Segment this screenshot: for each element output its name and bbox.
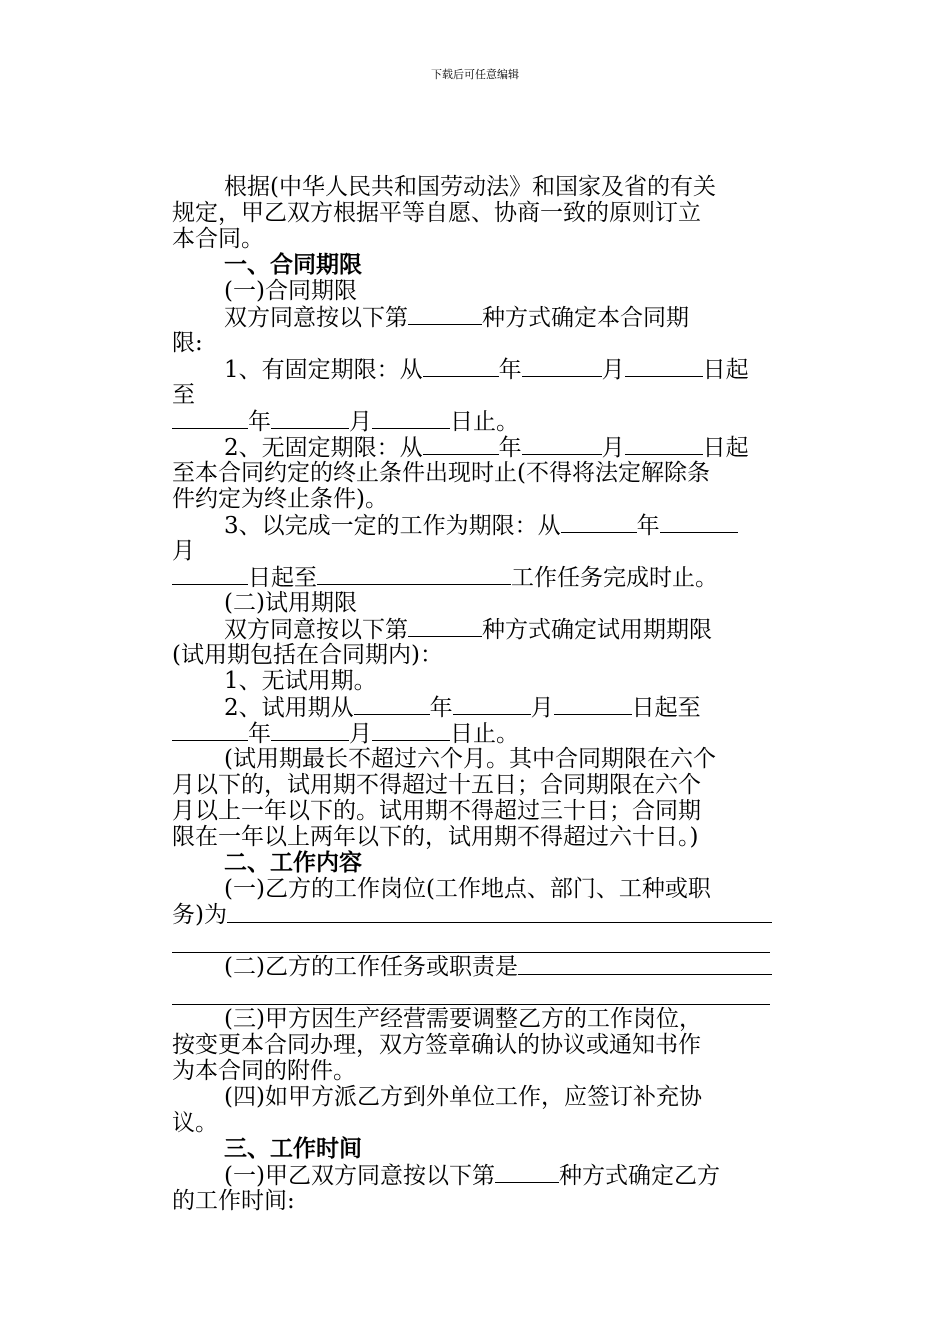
- blank-field: [172, 408, 248, 429]
- text: 3、以完成一定的工作为期限：从: [224, 513, 561, 539]
- blank-field: [172, 980, 770, 1005]
- text: 年: [498, 435, 522, 461]
- subsection-contract-term: (一)合同期限: [224, 278, 357, 304]
- text: 年: [429, 695, 453, 721]
- blank-field: [625, 356, 703, 377]
- text: 双方同意按以下第: [224, 305, 408, 331]
- job-position-cont: [172, 902, 772, 928]
- blank-field: [317, 564, 511, 585]
- contract-body: [172, 174, 772, 1214]
- task-term-month: 月: [172, 538, 195, 564]
- blank-field: [354, 694, 430, 715]
- trial-note-2: 月以下的，试用期不得超过十五日；合同期限在六个: [172, 772, 701, 798]
- no-fixed-term-line: [172, 434, 772, 460]
- job-position-line: (一)乙方的工作岗位(工作地点、部门、工种或职: [224, 876, 711, 902]
- trial-none: 1、无试用期。: [224, 668, 377, 694]
- blank-field: [227, 902, 772, 923]
- trial-method-cont: (试用期包括在合同期内)：: [172, 642, 443, 668]
- blank-field: [423, 356, 499, 377]
- trial-note-1: (试用期最长不超过六个月。其中合同期限在六个: [224, 746, 716, 772]
- text: 双方同意按以下第: [224, 617, 408, 643]
- blank-field: [423, 434, 499, 455]
- blank-field: [625, 434, 703, 455]
- dispatch-line: (四)如甲方派乙方到外单位工作，应签订补充协: [224, 1084, 702, 1110]
- trial-method-line: [172, 616, 772, 642]
- text: 年: [636, 513, 660, 539]
- blank-field: [271, 408, 349, 429]
- task-term-line: [172, 512, 772, 538]
- blank-field: [522, 434, 602, 455]
- text: 日起至: [631, 695, 701, 721]
- text: 务)为: [172, 902, 227, 928]
- blank-field: [522, 356, 602, 377]
- text: 月: [530, 695, 554, 721]
- intro-line-1: 根据(中华人民共和国劳动法》和国家及省的有关: [224, 174, 716, 200]
- adjust-position-2: 按变更本合同办理，双方签章确认的协议或通知书作: [172, 1032, 701, 1058]
- blank-field: [172, 564, 248, 585]
- text: 年: [248, 721, 271, 747]
- no-fixed-term-cont-2: 件约定为终止条件)。: [172, 486, 388, 512]
- text: 种方式确定本合同期: [482, 305, 689, 331]
- trial-note-3: 月以上一年以下的。试用期不得超过三十日；合同期: [172, 798, 701, 824]
- blank-field: [172, 928, 770, 953]
- fixed-term-line: [172, 356, 772, 382]
- blank-field: [518, 954, 772, 975]
- blank-field: [453, 694, 531, 715]
- blank-field: [271, 720, 349, 741]
- text: 月: [601, 435, 625, 461]
- intro-line-2: 规定，甲乙双方根据平等自愿、协商一致的原则订立: [172, 200, 701, 226]
- text: 年: [498, 357, 522, 383]
- blank-field: [372, 408, 450, 429]
- blank-line: [172, 980, 772, 1006]
- blank-field: [372, 720, 450, 741]
- text: 月: [349, 721, 372, 747]
- section-1-title: 一、合同期限: [224, 251, 362, 278]
- text: 年: [248, 409, 271, 435]
- term-method-cont: 限:: [172, 330, 203, 356]
- text: 日止。: [450, 409, 519, 435]
- job-duties-line: [172, 954, 772, 980]
- text: (一)甲乙双方同意按以下第: [224, 1163, 495, 1189]
- text: 工作任务完成时止。: [511, 565, 718, 591]
- trial-period-line: [172, 694, 772, 720]
- term-method-line: [172, 304, 772, 330]
- page-header: 下载后可任意编辑: [431, 68, 519, 81]
- text: 日起: [702, 357, 749, 383]
- text: (二)乙方的工作任务或职责是: [224, 954, 518, 980]
- text: 月: [349, 409, 372, 435]
- task-term-end: [172, 564, 772, 590]
- section-2-title: 二、工作内容: [224, 849, 362, 876]
- subsection-trial-period: (二)试用期限: [224, 590, 357, 616]
- blank-field: [495, 1162, 559, 1183]
- trial-period-end: [172, 720, 772, 746]
- intro-line-3: 本合同。: [172, 226, 264, 252]
- text: 种方式确定乙方: [558, 1163, 720, 1189]
- fixed-term-end: [172, 408, 772, 434]
- blank-field: [408, 304, 482, 325]
- text: 日止。: [450, 721, 519, 747]
- fixed-term-to: 至: [172, 382, 195, 408]
- blank-field: [172, 720, 248, 741]
- section-3-title: 三、工作时间: [224, 1135, 362, 1162]
- work-time-cont: 的工作时间:: [172, 1188, 295, 1214]
- trial-note-4: 限在一年以上两年以下的，试用期不得超过六十日。): [172, 824, 699, 850]
- blank-field: [408, 616, 482, 637]
- blank-field: [660, 512, 738, 533]
- text: 月: [601, 357, 625, 383]
- text: 2、试用期从: [224, 695, 354, 721]
- adjust-position-3: 为本合同的附件。: [172, 1058, 356, 1084]
- blank-field: [561, 512, 637, 533]
- text: 种方式确定试用期期限: [482, 617, 712, 643]
- blank-line: [172, 928, 772, 954]
- text: 日起至: [248, 565, 317, 591]
- blank-field: [554, 694, 632, 715]
- text: 2、无固定期限：从: [224, 435, 423, 461]
- dispatch-cont: 议。: [172, 1110, 218, 1136]
- no-fixed-term-cont-1: 至本合同约定的终止条件出现时止(不得将法定解除条: [172, 460, 710, 486]
- work-time-line: [172, 1162, 772, 1188]
- text: 日起: [702, 435, 749, 461]
- text: 1、有固定期限：从: [224, 357, 423, 383]
- adjust-position-1: (三)甲方因生产经营需要调整乙方的工作岗位，: [224, 1006, 702, 1032]
